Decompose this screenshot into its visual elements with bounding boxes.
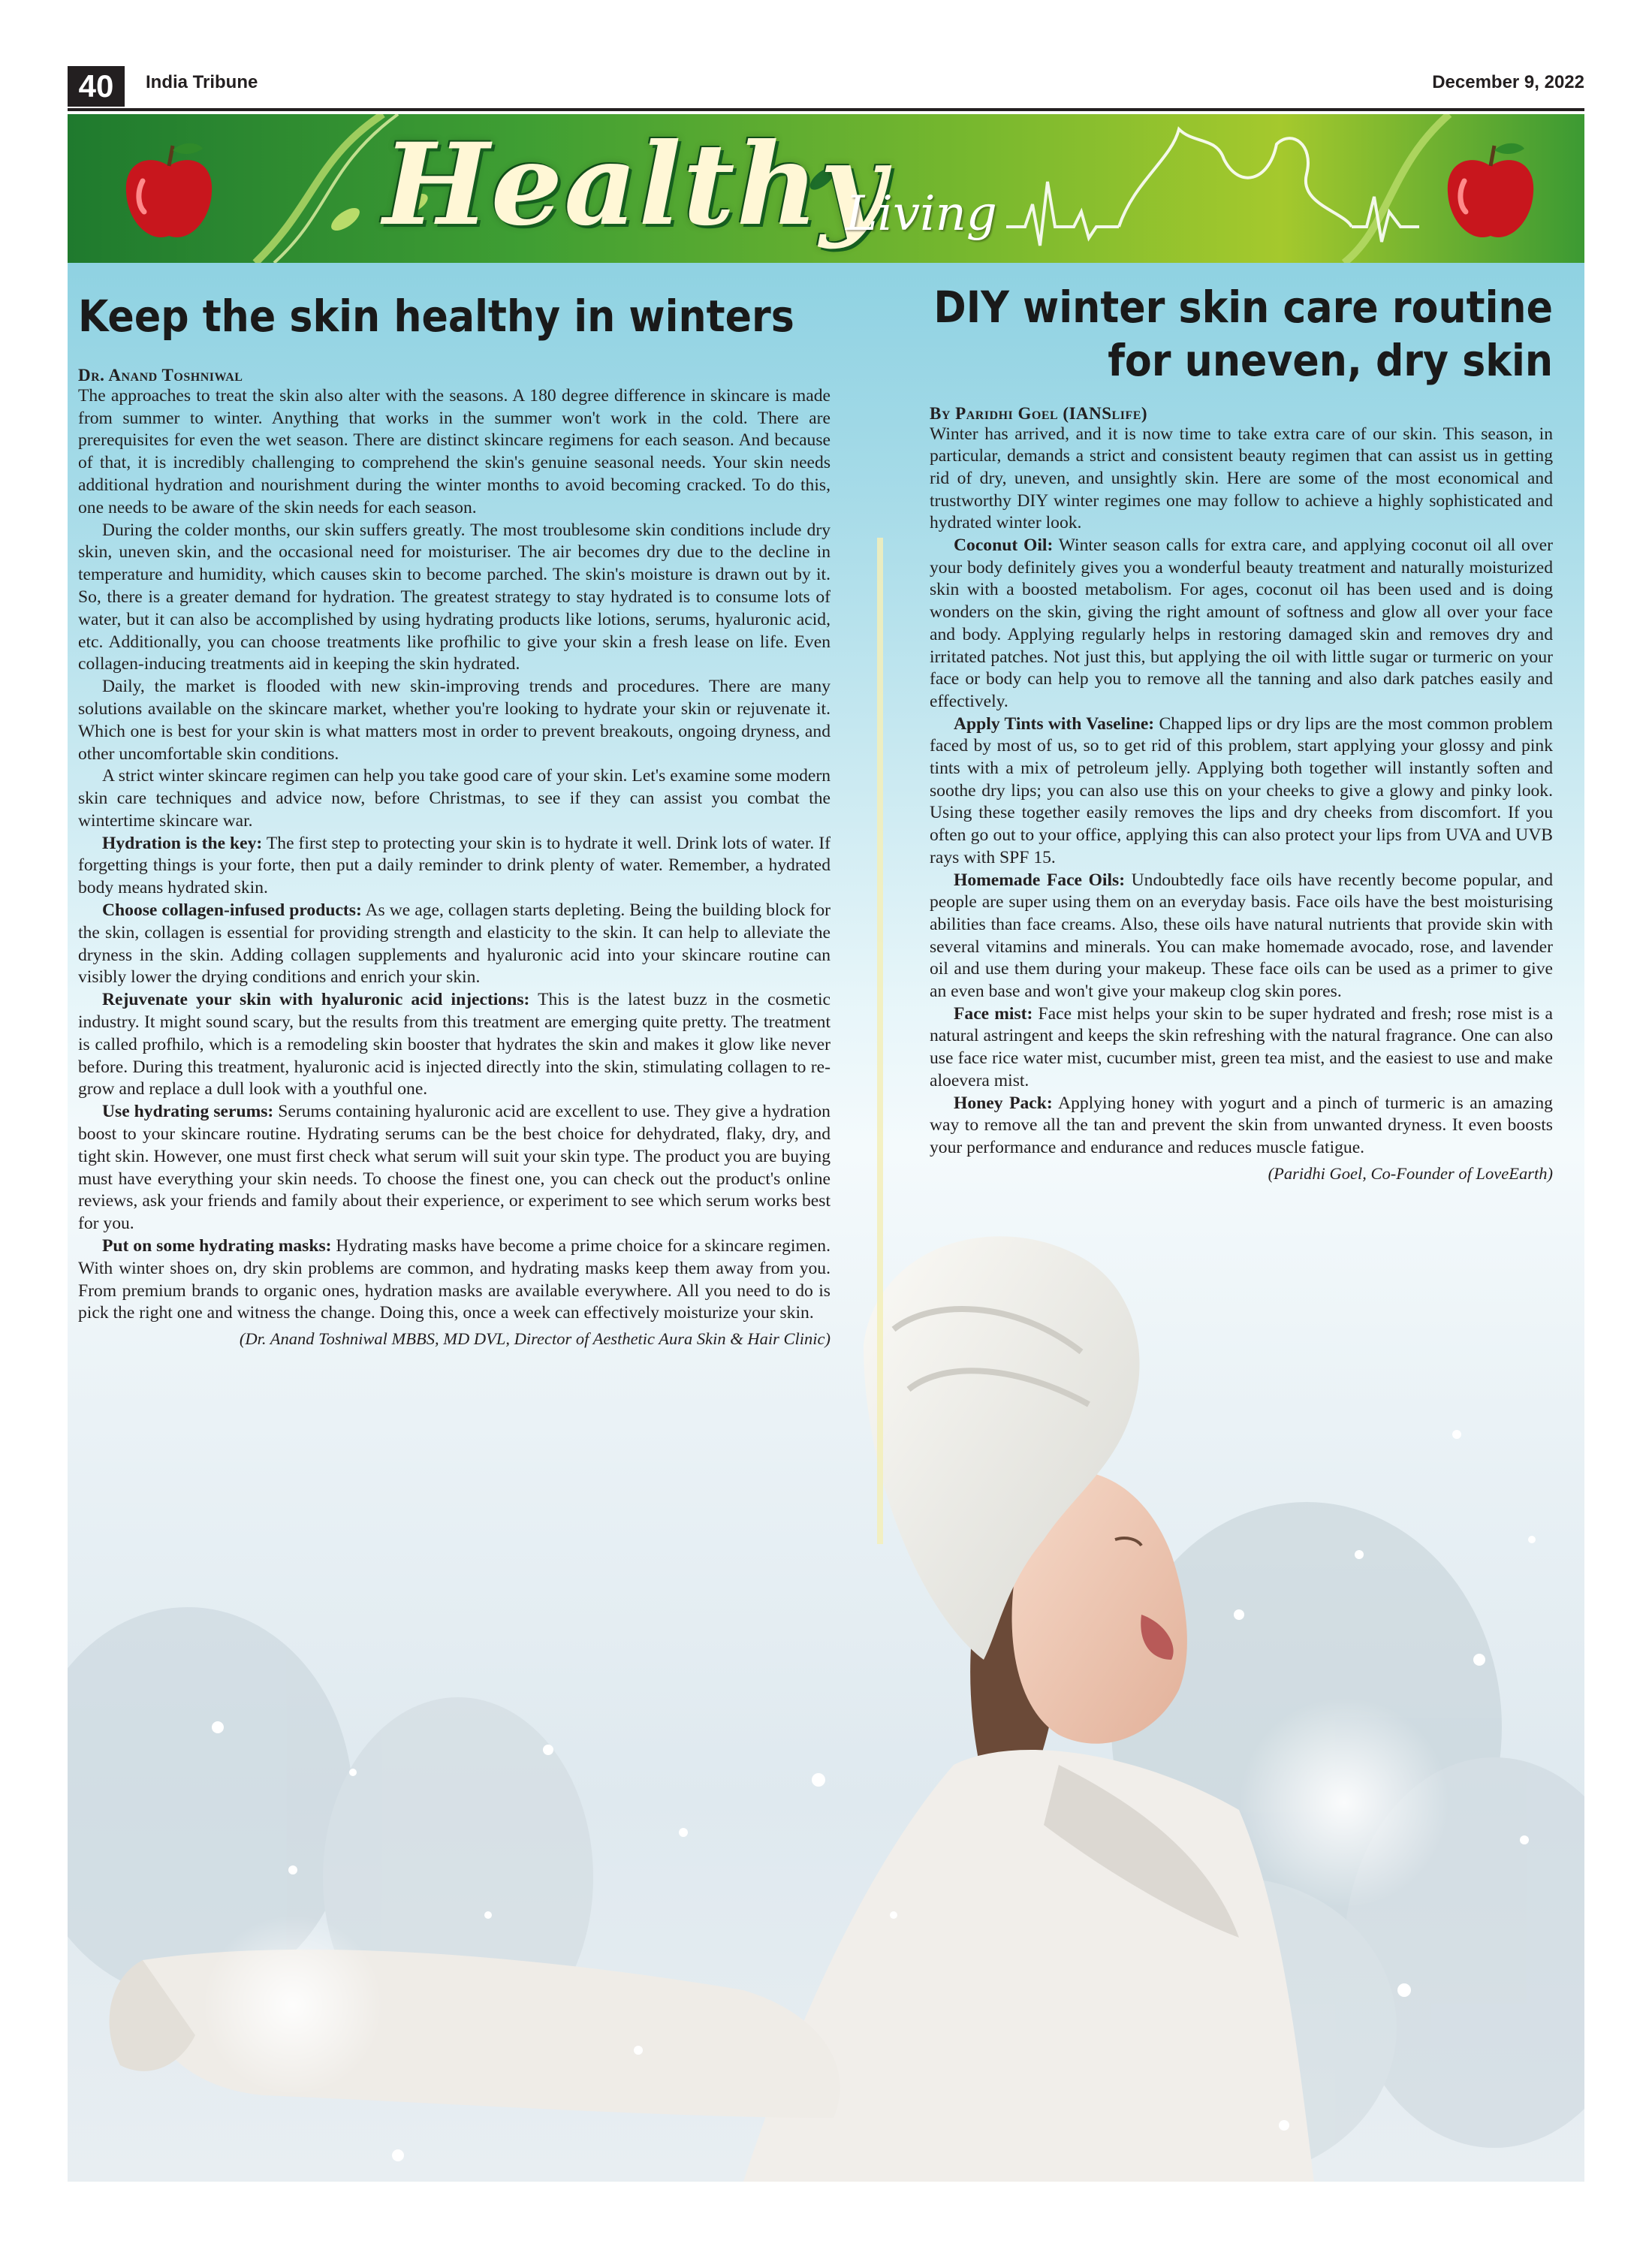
article-left xyxy=(78,290,831,1349)
headline-left: Keep the skin healthy in winters xyxy=(78,291,794,342)
article-body-left xyxy=(78,385,831,1325)
paragraph: Winter has arrived, and it is now time to take extra care of our skin. This season, in particular, demands a strict and consistent beauty regimen that can assist us in getting rid of dry, uneven, and unsightly skin. Here are some of the most economical and trustworthy DIY winter regimes one may follow to achieve a highly sophisticated and hydrated winter look. xyxy=(930,424,1553,533)
byline-left: Dr. Anand Toshniwal xyxy=(78,365,243,385)
paragraph: Apply Tints with Vaseline: Chapped lips or dry lips are the most common problem faced by most of us, so to get rid of this problem, start applying your glossy and pink tints with a mix of petroleum jelly. Applying both together will instantly soften and soothe dry lips; you can also use this on your cheeks to give a glowy and pinky look. Using these together easily removes the lips and dry cheeks from discomfort. If you often go out to your office, applying this can also protect your lips from UVA and UVB rays with SPF 15. xyxy=(930,713,1553,867)
apple-icon xyxy=(1442,140,1539,245)
paragraph: Coconut Oil: Winter season calls for extra care, and applying coconut oil all over your body definitely gives you a wonderful beauty treatment and naturally moisturized skin with a boosted metabolism. For ages, coconut oil has been used and is doing wonders on the skin, giving the right amount of softness and glow all over your face and body. Applying regularly helps in restoring damaged skin and removes dry and irritated patches. Not just this, but applying the oil with little sugar or turmeric on your face or body can help you to remove all the tanning and also dark patches easily and effectively. xyxy=(930,535,1553,711)
page-number: 40 xyxy=(68,66,125,107)
page-header xyxy=(68,66,1584,110)
paragraph: A strict winter skincare regimen can help you take good care of your skin. Let's examine some modern skin care techniques and advice now, before Christmas, to see if they can assist you combat the wintertime skincare war. xyxy=(78,766,831,831)
article-body-right xyxy=(930,424,1553,1160)
article-right xyxy=(930,281,1553,1184)
author-credit-right: (Paridhi Goel, Co-Founder of LoveEarth) xyxy=(1268,1163,1553,1183)
article-area xyxy=(68,263,1584,2182)
paragraph: Put on some hydrating masks: Hydrating masks have become a prime choice for a skincare regimen. With winter shoes on, dry skin problems are common, and hydrating masks keep them away from you. From premium brands to organic ones, hydration masks are available everywhere. All you need to do is pick the right one and witness the change. Doing this, once a week can effectively moisturize your skin. xyxy=(78,1236,831,1323)
paragraph: Hydration is the key: The first step to protecting your skin is to hydrate it well. Drink lots of water. If forgetting things is your forte, then put a daily reminder to drink plenty of water. Remember, a hydrated body means hydrated skin. xyxy=(78,833,831,898)
issue-date: December 9, 2022 xyxy=(1432,72,1584,92)
banner-subtitle: Living xyxy=(846,186,997,242)
paragraph: Face mist: Face mist helps your skin to be super hydrated and fresh; rose mist is a natural astringent and keeps the skin refreshing with the natural fragrance. One can also use face rice water mist, cucumber mist, green tea mist, and the easiest to use and make aloevera mist. xyxy=(930,1003,1553,1090)
headline-right: DIY winter skin care routine for uneven, dry skin xyxy=(933,282,1553,386)
byline-right: By Paridhi Goel (IANSlife) xyxy=(930,403,1148,423)
author-credit-left: (Dr. Anand Toshniwal MBBS, MD DVL, Director of Aesthetic Aura Skin & Hair Clinic) xyxy=(239,1329,831,1349)
banner-title: Healthy xyxy=(383,119,887,251)
paragraph: Honey Pack: Applying honey with yogurt and a pinch of turmeric is an amazing way to remove all the tan and prevent the skin from unwanted dryness. It even boosts your performance and endurance and reduces muscle fatigue. xyxy=(930,1093,1553,1157)
publication-name: India Tribune xyxy=(146,72,258,92)
paragraph: During the colder months, our skin suffers greatly. The most troublesome skin conditions include dry skin, uneven skin, and the occasional need for moisturiser. The air becomes dry due to the decline in temperature and humidity, which causes skin to become parched. The skin's moisture is drawn out by it. So, there is a greater demand for hydration. The greatest strategy to stay hydrated is to consume lots of water, but it can also be accomplished by using hydrating products like lotions, serums, hyaluronic acid, etc. Additionally, you can choose treatments like profhilic to give your skin a fresh lease on life. Even collagen-inducing treatments aid in keeping the skin hydrated. xyxy=(78,520,831,674)
apple-icon xyxy=(120,140,218,245)
paragraph: Daily, the market is flooded with new skin-improving trends and procedures. There are many solutions available on the skincare market, whether you're looking to hydrate your skin or rejuvenate it. Which one is best for your skin is what matters most in order to prevent breakouts, ongoing dryness, and other uncomfortable skin conditions. xyxy=(78,677,831,764)
paragraph: Homemade Face Oils: Undoubtedly face oils have recently become popular, and people are super using them on an everyday basis. Face oils have the best moisturising abilities than face creams. Also, these oils have natural nutrients that provide skin with several vitamins and minerals. You can make homemade avocado, rose, and lavender oil and use them during your makeup. These face oils can be used as a primer to give an even base and won't give your makeup clog skin pores. xyxy=(930,870,1553,1002)
paragraph: Choose collagen-infused products: As we age, collagen starts depleting. Being the building block for the skin, collagen is essential for providing strength and elasticity to the skin. It can help to alleviate the dryness in the skin. Adding collagen supplements and hyaluronic acid into your skincare routine can visibly lower the drying conditions and enrich your skin. xyxy=(78,900,831,988)
section-banner xyxy=(68,114,1584,263)
header-rule xyxy=(68,108,1584,111)
paragraph: The approaches to treat the skin also alter with the seasons. A 180 degree difference in skincare is made from summer to winter. Anything that works in the summer won't work in the cold. There are prerequisites for even the wet season. There are distinct skincare regimens for each season. And because of that, it is incredibly challenging to comprehend the skin's genuine seasonal needs. Your skin needs additional hydration and nourishment during the winter months to avoid becoming cracked. To do this, one needs to be aware of the skin needs for each season. xyxy=(78,385,831,517)
column-divider xyxy=(877,538,883,1544)
paragraph: Rejuvenate your skin with hyaluronic acid injections: This is the latest buzz in the cosmetic industry. It might sound scary, but the results from this treatment are emerging quite pretty. The treatment is called profhilo, which is a remodeling skin booster that hydrates the skin and makes it glow like never before. During this treatment, hyaluronic acid is injected directly into the skin, stimulating collagen to re-grow and replace a dull look with a youthful one. xyxy=(78,990,831,1099)
paragraph: Use hydrating serums: Serums containing hyaluronic acid are excellent to use. They give a hydration boost to your skincare routine. Hydrating serums can be the best choice for dehydrated, flaky, dry, and tight skin. However, one must first check what serum will suit your skin type. The product you are buying must have everything your skin needs. To choose the finest one, you can check out the product's online reviews, ask your friends and family about their experience, or experiment to see which serum works best for you. xyxy=(78,1102,831,1234)
